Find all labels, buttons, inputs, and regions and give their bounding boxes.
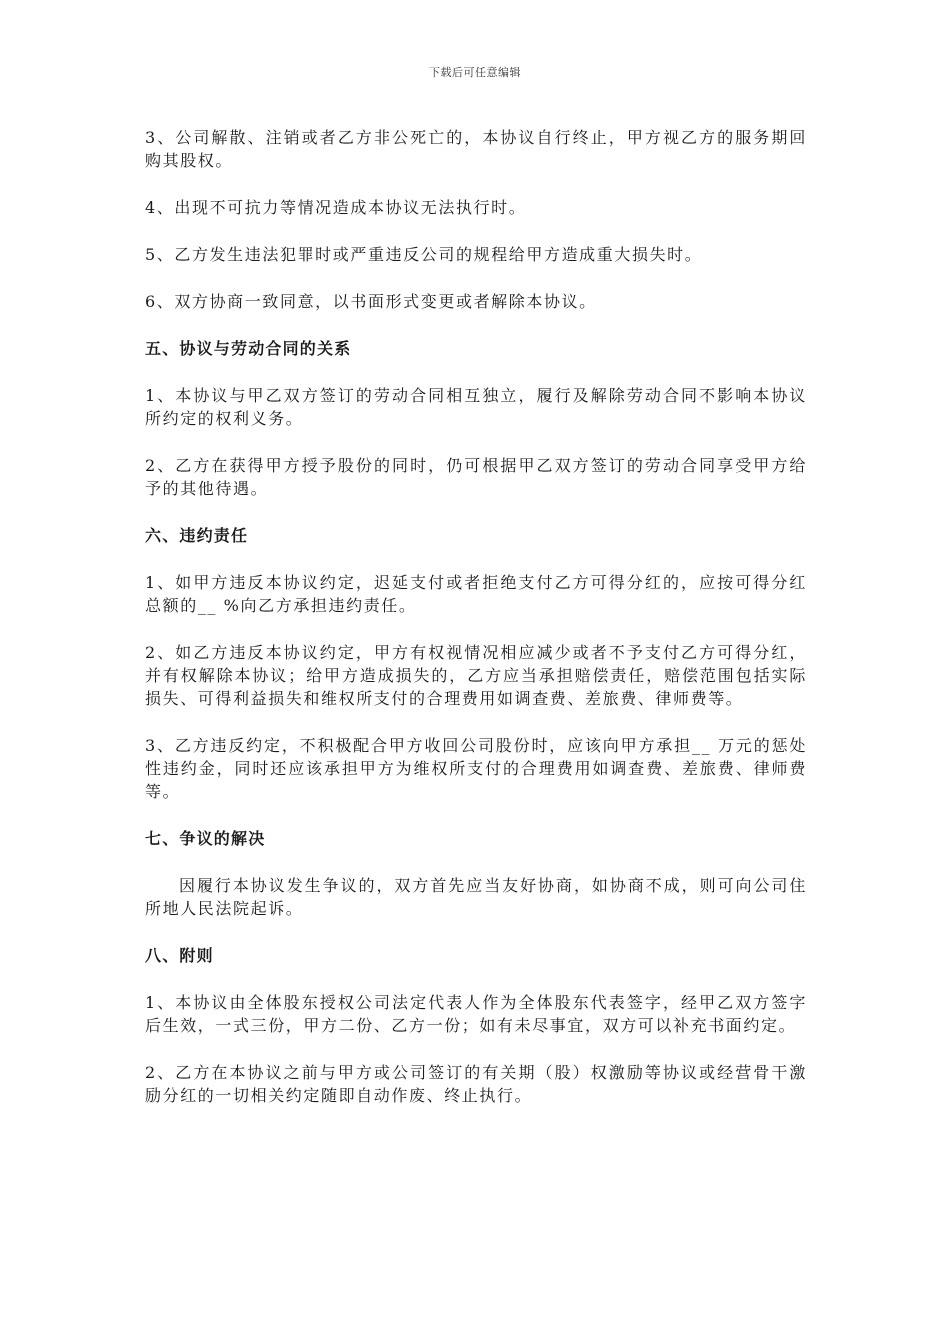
clause-5-1: 1、本协议与甲乙双方签订的劳动合同相互独立，履行及解除劳动合同不影响本协议所约定的权利义务。 [145, 386, 807, 428]
clause-8-1: 1、本协议由全体股东授权公司法定代表人作为全体股东代表签字，经甲乙双方签字后生效，一式三份，甲方二份、乙方一份；如有未尽事宜，双方可以补充书面约定。 [145, 993, 807, 1035]
clause-4-5: 5、乙方发生违法犯罪时或严重违反公司的规程给甲方造成重大损失时。 [145, 245, 703, 264]
section-heading-5: 五、协议与劳动合同的关系 [145, 339, 352, 358]
clause-6-2: 2、如乙方违反本协议约定，甲方有权视情况相应减少或者不予支付乙方可得分红，并有权解除本协议；给甲方造成损失的，乙方应当承担赔偿责任，赔偿范围包括实际损失、可得利益损失和维权所支付的合理费用如调查费、差旅费、律师费等。 [145, 643, 807, 708]
clause-4-6: 6、双方协商一致同意，以书面形式变更或者解除本协议。 [145, 292, 597, 311]
section-heading-8: 八、附则 [145, 946, 214, 965]
clause-4-4: 4、出现不可抗力等情况造成本协议无法执行时。 [145, 198, 527, 217]
section-heading-6: 六、违约责任 [145, 526, 249, 545]
clause-7-body: 因履行本协议发生争议的，双方首先应当友好协商，如协商不成，则可向公司住所地人民法院起诉。 [145, 876, 807, 918]
clause-6-1: 1、如甲方违反本协议约定，迟延支付或者拒绝支付乙方可得分红的，应按可得分红总额的__ %向乙方承担违约责任。 [145, 573, 807, 615]
section-heading-7: 七、争议的解决 [145, 829, 266, 848]
clause-4-3: 3、公司解散、注销或者乙方非公死亡的，本协议自行终止，甲方视乙方的服务期回购其股权。 [145, 128, 807, 170]
clause-5-2: 2、乙方在获得甲方授予股份的同时，仍可根据甲乙双方签订的劳动合同享受甲方给予的其他待遇。 [145, 456, 807, 498]
header-note: 下载后可任意编辑 [429, 66, 521, 79]
clause-6-3: 3、乙方违反约定，不积极配合甲方收回公司股份时，应该向甲方承担__ 万元的惩处性违约金，同时还应该承担甲方为维权所支付的合理费用如调查费、差旅费、律师费等。 [145, 736, 807, 801]
document-body [145, 126, 807, 1131]
clause-8-2: 2、乙方在本协议之前与甲方或公司签订的有关期（股）权激励等协议或经营骨干激励分红的一切相关约定随即自动作废、终止执行。 [145, 1063, 807, 1105]
